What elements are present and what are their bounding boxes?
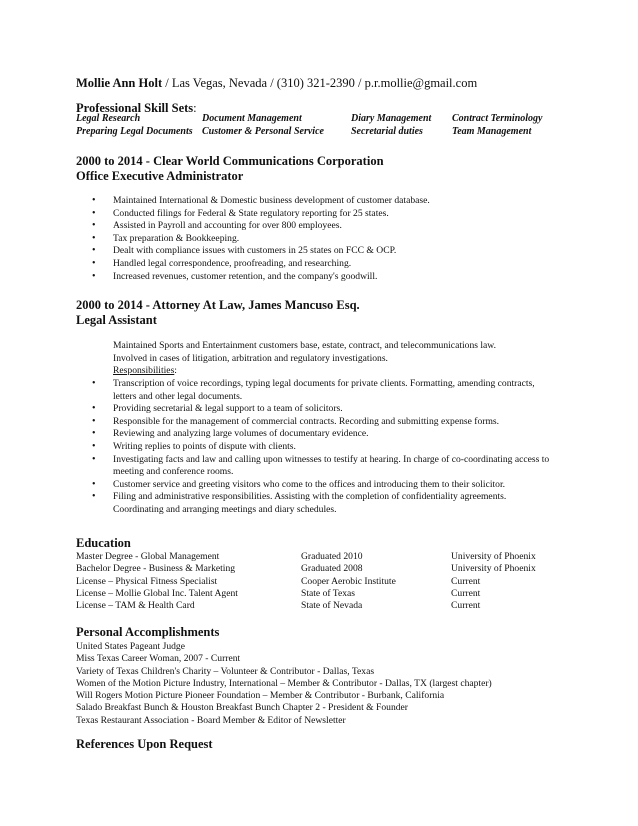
responsibilities-colon: :: [174, 365, 177, 377]
table-row: [76, 563, 536, 575]
job1-heading: [76, 154, 384, 184]
education-status: Current: [451, 587, 481, 599]
list-item: • Assisted in Payroll and accounting for over 800 employees.: [76, 220, 430, 233]
list-item: • Providing secretarial & legal support to a team of solicitors.: [76, 403, 556, 416]
job1-position: Office Executive Administrator: [76, 169, 244, 183]
table-row: [76, 600, 536, 612]
accomplishments-heading: Personal Accomplishments: [76, 625, 220, 639]
list-item: Texas Restaurant Association - Board Member & Editor of Newsletter: [76, 714, 346, 726]
job2-bullet-list: [76, 378, 556, 517]
table-row: [76, 551, 536, 563]
skills-table: [76, 113, 542, 139]
education-credential: License – Mollie Global Inc. Talent Agent: [76, 587, 238, 599]
list-item: Miss Texas Career Woman, 2007 - Current: [76, 653, 241, 665]
skills-row: [76, 126, 542, 139]
applicant-name: Mollie Ann Holt: [76, 76, 163, 90]
education-status: Current: [451, 600, 481, 612]
list-item: United States Pageant Judge: [76, 641, 185, 652]
list-item: Will Rogers Motion Picture Pioneer Foundation – Member & Contributor - Burbank, California: [76, 690, 445, 702]
job2-position: Legal Assistant: [76, 313, 157, 327]
skill-cell: Preparing Legal Documents: [76, 126, 193, 137]
education-credential: License – Physical Fitness Specialist: [76, 575, 218, 587]
education-heading: Education: [76, 536, 131, 550]
list-item: Variety of Texas Children's Charity – Volunteer & Contributor - Dallas, Texas: [76, 665, 375, 677]
skills-row: [76, 113, 542, 126]
list-item: • Conducted filings for Federal & State regulatory reporting for 25 states.: [76, 208, 430, 221]
education-credential: Master Degree - Global Management: [76, 551, 220, 562]
education-detail: Cooper Aerobic Institute: [301, 575, 396, 587]
list-item: • Dealt with compliance issues with customers in 25 states on FCC & OCP.: [76, 245, 430, 258]
list-item: • Customer service and greeting visitors who come to the offices and introducing them to their solicitor.: [76, 479, 556, 492]
job1-company-line: 2000 to 2014 - Clear World Communications Corporation: [76, 154, 384, 168]
list-item: • Tax preparation & Bookkeeping.: [76, 233, 430, 246]
contact-line: [76, 76, 477, 91]
job1-bullet-list: [76, 195, 430, 283]
accomplishments-list: [76, 641, 492, 727]
skills-heading-text: Professional Skill Sets: [76, 101, 194, 115]
education-status: University of Phoenix: [451, 563, 536, 575]
education-credential: License – TAM & Health Card: [76, 600, 195, 612]
education-status: University of Phoenix: [451, 551, 536, 562]
list-item: • Filing and administrative responsibilities. Assisting with the completion of confidentiality agreements. Coordinating and arranging meetings and diary schedules.: [76, 491, 556, 516]
skill-cell: Customer & Personal Service: [202, 126, 324, 137]
contact-separator: /: [162, 76, 172, 90]
skill-cell: Diary Management: [351, 113, 432, 124]
job2-intro-line: Involved in cases of litigation, arbitration and regulatory investigations.: [113, 352, 388, 364]
table-row: [76, 588, 536, 600]
list-item: • Maintained International & Domestic business development of customer database.: [76, 195, 430, 208]
job2-intro-line: Maintained Sports and Entertainment customers base, estate, contract, and telecommunications law.: [113, 340, 497, 351]
responsibilities-label: [113, 365, 553, 378]
skill-cell: Team Management: [452, 126, 532, 137]
list-item: • Writing replies to points of dispute with clients.: [76, 441, 556, 454]
list-item: Women of the Motion Picture Industry, International – Member & Contributor - Dallas, TX (largest chapter): [76, 677, 492, 689]
responsibilities-label-text: Responsibilities: [113, 365, 175, 377]
list-item: • Increased revenues, customer retention, and the company's goodwill.: [76, 271, 430, 284]
list-item: • Responsible for the management of commercial contracts. Recording and submitting expense forms.: [76, 416, 556, 429]
list-item: • Investigating facts and law and calling upon witnesses to testify at hearing. In charge of co-coordinating access to meeting and conference rooms.: [76, 454, 556, 479]
list-item: Salado Breakfast Bunch & Houston Breakfast Bunch Chapter 2 - President & Founder: [76, 702, 408, 714]
education-detail: State of Texas: [301, 587, 356, 599]
education-table: [76, 551, 536, 612]
education-detail: Graduated 2008: [301, 563, 363, 575]
job2-intro: [113, 340, 553, 378]
skill-cell: Secretarial duties: [351, 126, 423, 137]
list-item: • Reviewing and analyzing large volumes of documentary evidence.: [76, 428, 556, 441]
job2-heading: [76, 298, 360, 328]
skill-cell: Document Management: [202, 113, 302, 124]
skill-cell: Legal Research: [76, 113, 141, 124]
education-status: Current: [451, 575, 481, 587]
skills-heading-colon: :: [193, 101, 197, 115]
table-row: [76, 576, 536, 588]
list-item: • Transcription of voice recordings, typing legal documents for private clients. Formatting, amending contracts, letters and other legal documents.: [76, 378, 556, 403]
education-detail: Graduated 2010: [301, 551, 363, 562]
references-heading: References Upon Request: [76, 737, 213, 751]
education-detail: State of Nevada: [301, 600, 363, 612]
list-item: • Handled legal correspondence, proofreading, and researching.: [76, 258, 430, 271]
contact-details: Las Vegas, Nevada / (310) 321-2390 / p.r.mollie@gmail.com: [171, 76, 478, 90]
job2-company-line: 2000 to 2014 - Attorney At Law, James Mancuso Esq.: [76, 298, 360, 312]
skill-cell: Contract Terminology: [452, 113, 543, 124]
education-credential: Bachelor Degree - Business & Marketing: [76, 563, 236, 575]
